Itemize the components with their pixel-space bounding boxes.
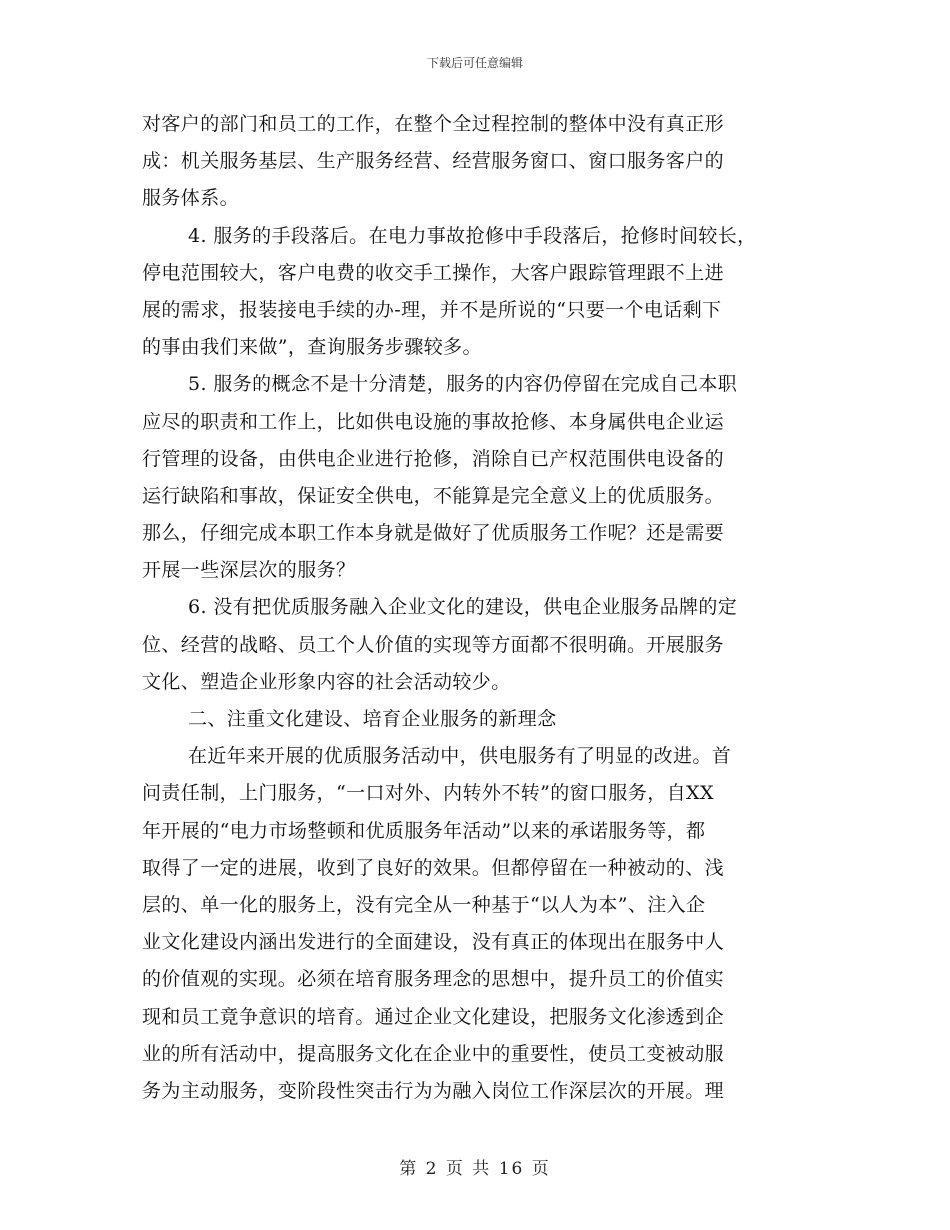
text-line: 年开展的“电力市场整顿和优质服务年活动”以来的承诺服务等，都 [142,819,706,842]
text-line: 现和员工竟争意识的培育。通过企业文化建设，把服务文化渗透到企 [142,1005,725,1028]
text-line: 业文化建设内涵出发进行的全面建设，没有真正的体现出在服务中人 [142,931,725,954]
text-line: 对客户的部门和员工的工作，在整个全过程控制的整体中没有真正形 [142,113,725,135]
text-line: 问责任制，上门服务，“一口对外、内转外不转”的窗口服务，自XX [142,782,714,805]
text-line: 文化、塑造企业形象内容的社会活动较少。 [142,670,511,693]
page-header: 下载后可任意编辑 [426,56,523,70]
text-line: 应尽的职责和工作上，比如供电设施的事故抢修、本身属供电企业运 [142,410,725,433]
text-line: 位、经营的战略、员工个人价值的实现等方面都不很明确。开展服务 [142,633,725,656]
text-line: 取得了一定的进展，收到了良好的效果。但都停留在一种被动的、浅 [142,856,725,879]
document-body [142,106,822,1110]
text-line: 运行缺陷和事故，保证安全供电，不能算是完全意义上的优质服务。 [142,484,725,507]
text-line: 5. 服务的概念不是十分清楚，服务的内容仍停留在完成自己本职 [188,373,738,396]
text-line: 行管理的设备，由供电企业进行抢修，消除自已产权范围供电设备的 [142,447,725,470]
text-line: 的事由我们来做”，查询服务步骤较多。 [142,336,482,359]
text-line: 成：机关服务基层、生产服务经营、经营服务窗口、窗口服务客户的 [142,150,725,173]
text-line: 开展一些深层次的服务？ [142,559,356,582]
text-line: 务为主动服务，变阶段性突击行为为融入岗位工作深层次的开展。理 [142,1079,725,1102]
text-line: 的价值观的实现。必须在培育服务理念的思想中，提升员工的价值实 [142,968,725,991]
text-line: 二、注重文化建设、培育企业服务的新理念 [188,708,557,730]
page-number-footer: 第 2 页 共 16 页 [399,1159,551,1179]
text-line: 停电范围较大，客户电费的收交手工操作，大客户跟踪管理跟不上进 [142,261,725,284]
text-line: 4. 服务的手段落后。在电力事故抢修中手段落后，抢修时间较长， [188,224,757,247]
text-line: 展的需求，报装接电手续的办-理，并不是所说的“只要一个电话剩下 [142,298,722,321]
text-line: 层的、单一化的服务上，没有完全从一种基于“以人为本”、注入企 [142,893,706,916]
text-line: 服务体系。 [142,187,240,210]
text-line: 6. 没有把优质服务融入企业文化的建设，供电企业服务品牌的定 [188,596,738,619]
text-line: 那么，仔细完成本职工作本身就是做好了优质服务工作呢？还是需要 [142,522,725,545]
text-line: 业的所有活动中，提高服务文化在企业中的重要性，使员工变被动服 [142,1042,725,1065]
text-line: 在近年来开展的优质服务活动中，供电服务有了明显的改进。首 [188,745,732,768]
